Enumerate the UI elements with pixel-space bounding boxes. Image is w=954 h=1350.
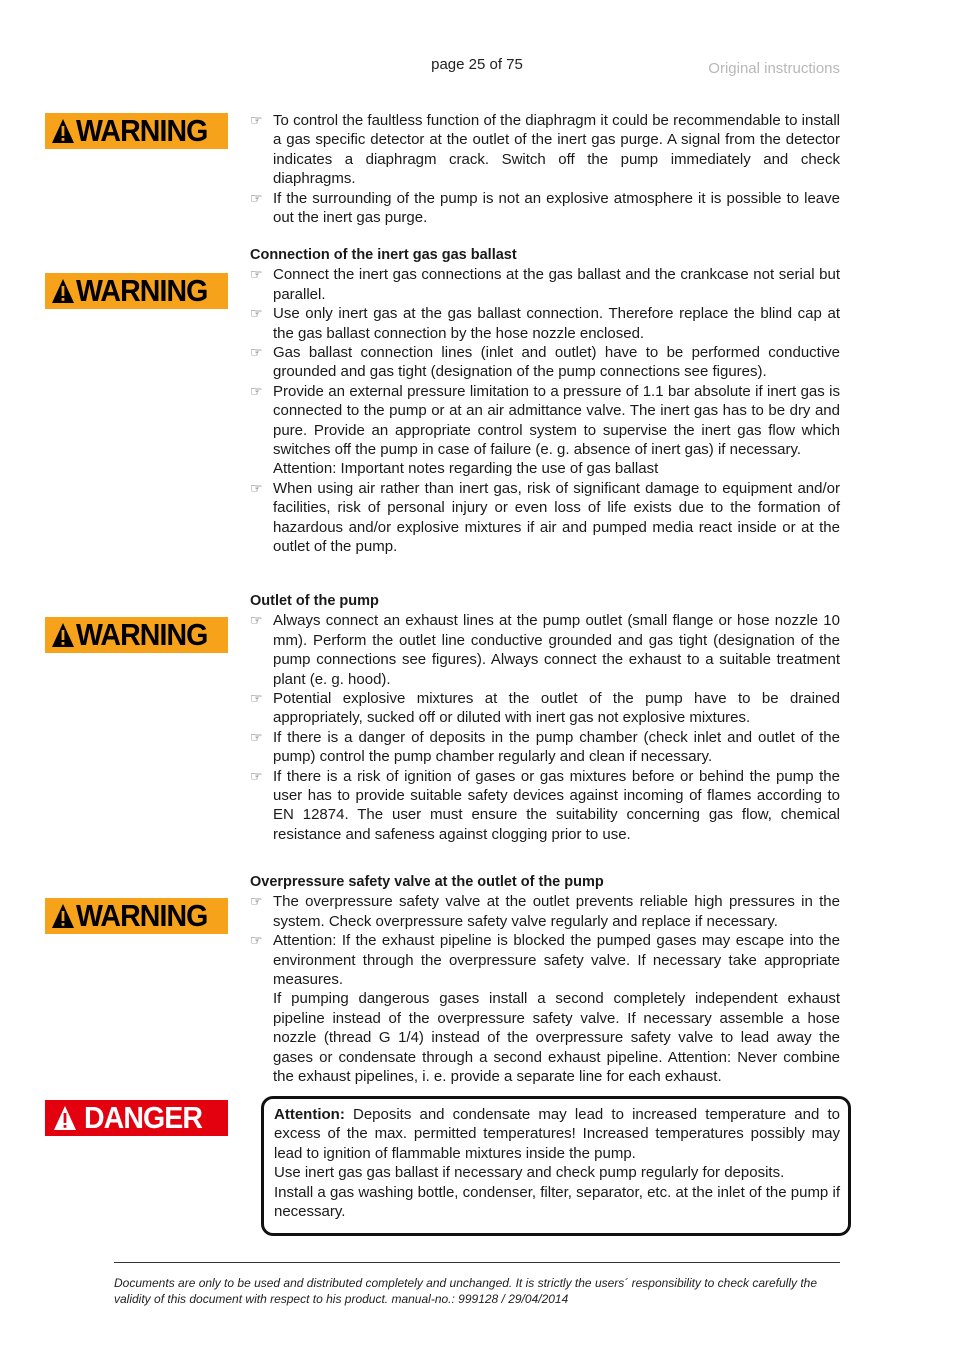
section-pump-outlet — [250, 592, 840, 844]
list-item: ☞ To control the faultless function of the diaphragm it could be recommendable to install a gas specific detector at the outlet of the inert gas purge. A signal from the detector indicates a diaphragm crack. Switch off the pump immediately and check diaphragms. — [250, 112, 840, 188]
list-item: ☞ Potential explosive mixtures at the outlet of the pump have to be drained appropriately, sucked off or diluted with inert gas not explosive mixtures. — [250, 690, 840, 727]
attention-note: If pumping dangerous gases install a second completely independent exhaust pipeline instead of the overpressure safety valve. If necessary assemble a hose nozzle (thread G 1/4) instead of the overpressure safety valve to lead away the gases or condensate through a second exhaust pipeline. Attention: Never combine the exhaust pipelines, i. e. provide a separate line for each exhaust. — [273, 990, 840, 1086]
pointing-hand-icon: ☞ — [250, 690, 263, 707]
section-gas-ballast — [250, 246, 840, 557]
list-item: ☞ If there is a risk of ignition of gases or gas mixtures before or behind the pump the user has to provide suitable safety devices against incoming of flames according to EN 12874. The user must ensure the suitability concerning gas flow, chemical resistance and safeness against clogging prior to use. — [250, 767, 840, 843]
list-item: ☞ Gas ballast connection lines (inlet and outlet) have to be performed conductive grounded and gas tight (designation of the pump connections see figures). — [250, 344, 840, 381]
list-item: ☞ If the surrounding of the pump is not an explosive atmosphere it is possible to leave out the inert gas purge. — [250, 189, 840, 227]
list-item: ☞ Connect the inert gas connections at the gas ballast and the crankcase not serial but parallel. — [250, 266, 840, 303]
pointing-hand-icon: ☞ — [250, 344, 263, 361]
pointing-hand-icon: ☞ — [250, 305, 263, 322]
section-heading: Overpressure safety valve at the outlet of the pump — [250, 874, 604, 890]
section-heading: Connection of the inert gas gas ballast — [250, 247, 517, 263]
list-item: ☞ Attention: If the exhaust pipeline is blocked the pumped gases may escape into the environment through the overpressure safety valve. If necessary take appropriate measures. — [250, 932, 840, 989]
pointing-hand-icon: ☞ — [250, 767, 263, 784]
pointing-hand-icon: ☞ — [250, 112, 263, 128]
warning-label-text: WARNING — [76, 617, 208, 652]
exclamation-triangle-icon — [51, 622, 75, 648]
attention-label: Attention: — [274, 1106, 345, 1123]
footer-disclaimer: Documents are only to be used and distributed completely and unchanged. It is strictly the users´ responsibility to check carefully the validity of this document with respect to his product. manual-no.: 999128 / 29/04/2014 — [114, 1276, 818, 1306]
danger-paragraph: Attention: Deposits and condensate may lead to increased temperature and to excess of the max. permitted temperatures! Increased temperatures possibly may lead to ignition of flammable mixtures inside the pump. — [274, 1106, 840, 1162]
pointing-hand-icon: ☞ — [250, 189, 263, 206]
list-item: ☞ Always connect an exhaust lines at the pump outlet (small flange or hose nozzle 10 mm). Perform the outlet line conductive grounded and gas tight (designation of the pump connections see figures). Always connect the exhaust to a suitable treatment plant (e. g. hood). — [250, 612, 840, 688]
danger-label — [45, 1100, 228, 1136]
warning-label-text: WARNING — [76, 898, 208, 933]
pointing-hand-icon: ☞ — [250, 612, 263, 629]
list-item: ☞ The overpressure safety valve at the outlet prevents reliable high pressures in the system. Check overpressure safety valve regularly and replace if necessary. — [250, 893, 840, 930]
warning-label — [45, 273, 228, 309]
pointing-hand-icon: ☞ — [250, 893, 263, 910]
original-instructions-label: Original instructions — [708, 60, 840, 77]
list-item: ☞ If there is a danger of deposits in the pump chamber (check inlet and outlet of the pump) control the pump chamber regularly and clean if necessary. — [250, 728, 840, 766]
pointing-hand-icon: ☞ — [250, 266, 263, 283]
section-gas-detector — [250, 111, 840, 227]
section-heading: Outlet of the pump — [250, 593, 379, 609]
pointing-hand-icon: ☞ — [250, 728, 263, 745]
warning-label-text: WARNING — [76, 113, 208, 148]
footer-divider — [114, 1262, 840, 1263]
attention-note: Attention: Important notes regarding the use of gas ballast — [273, 460, 659, 478]
exclamation-triangle-icon — [51, 903, 75, 929]
exclamation-triangle-icon — [53, 1105, 77, 1131]
list-item: ☞ Provide an external pressure limitation to a pressure of 1.1 bar absolute if inert gas is connected to the pump or at an air admittance valve. The inert gas has to be dry and pure. Provide an appropriate control system to supervise the inert gas flow which switches off the pump in case of failure (e. g. absence of inert gas) if necessary. — [250, 382, 840, 459]
section-overpressure-valve — [250, 873, 840, 1086]
pointing-hand-icon: ☞ — [250, 479, 263, 496]
warning-label — [45, 617, 228, 653]
danger-paragraph: Install a gas washing bottle, condenser, filter, separator, etc. at the inlet of the pump if necessary. — [274, 1183, 840, 1221]
danger-notice-box — [261, 1096, 851, 1236]
list-item: ☞ When using air rather than inert gas, risk of significant damage to equipment and/or facilities, risk of personal injury or even loss of life exists due to the formation of hazardous and/or explosive mixtures if air and pumped media react inside or at the outlet of the pump. — [250, 479, 840, 556]
page-number: page 25 of 75 — [431, 56, 523, 73]
danger-paragraph: Use inert gas gas ballast if necessary and check pump regularly for deposits. — [274, 1164, 785, 1182]
exclamation-triangle-icon — [51, 118, 75, 144]
pointing-hand-icon: ☞ — [250, 932, 263, 949]
warning-label-text: WARNING — [76, 273, 208, 308]
warning-label — [45, 898, 228, 934]
warning-label — [45, 113, 228, 149]
list-item: ☞ Use only inert gas at the gas ballast connection. Therefore replace the blind cap at the gas ballast connection by the hose nozzle enclosed. — [250, 305, 840, 342]
danger-label-text: DANGER — [84, 1100, 203, 1135]
pointing-hand-icon: ☞ — [250, 382, 263, 399]
exclamation-triangle-icon — [51, 278, 75, 304]
